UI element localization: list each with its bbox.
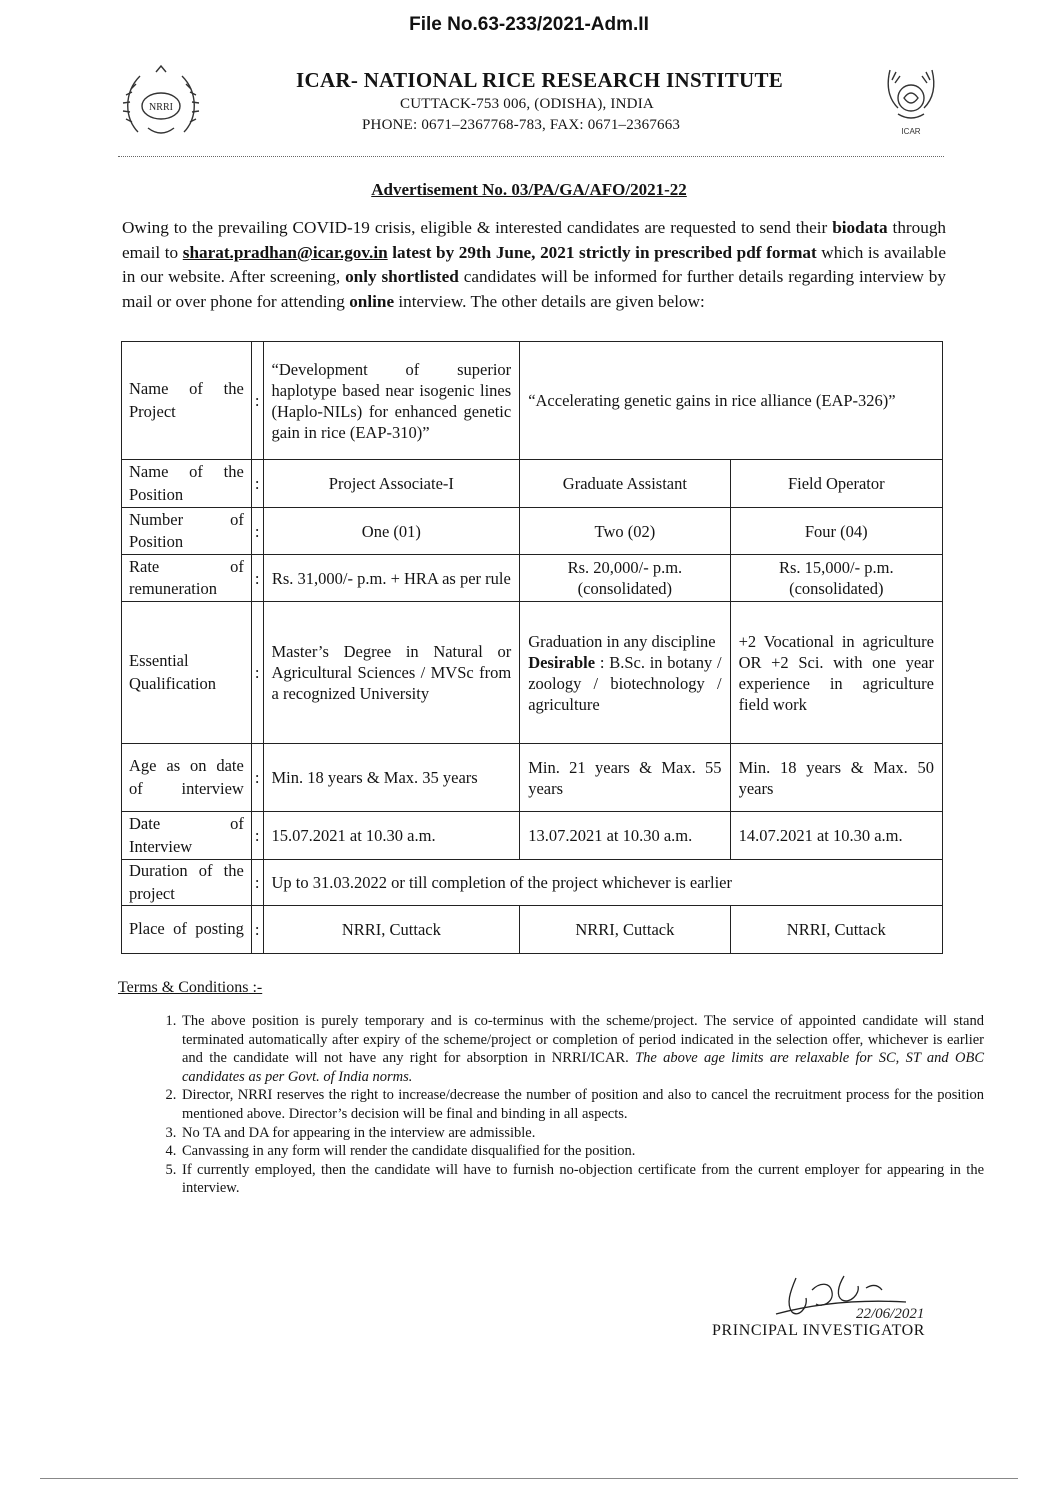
footer-rule [40, 1478, 1018, 1479]
project-1-name: “Development of superior haplotype based near isogenic lines (Haplo-NILs) for enhanced genetic gain in rice (EAP-310)” [263, 342, 520, 460]
table-row-interview-date: Date of Interview : 15.07.2021 at 10.30 a.m. 13.07.2021 at 10.30 a.m. 14.07.2021 at 10.30 a.m. [122, 812, 943, 860]
institute-contact: PHONE: 0671–2367768-783, FAX: 0671–2367663 [362, 117, 681, 133]
table-row-remuneration: Rate of remuneration : Rs. 31,000/- p.m. + HRA as per rule Rs. 20,000/- p.m. (consolidated) Rs. 15,000/- p.m. (consolidated) [122, 555, 943, 602]
nrri-logo [118, 62, 204, 146]
svg-text:NRRI: NRRI [149, 102, 173, 113]
qualification-graduate-assistant: Graduation in any discipline Desirable : B.Sc. in botany / zoology / biotechnology / agriculture [520, 602, 730, 744]
contact-email-link[interactable]: sharat.pradhan@icar.gov.in [182, 242, 388, 262]
table-row-age: Age as on date of interview : Min. 18 years & Max. 35 years Min. 21 years & Max. 55 years Min. 18 years & Max. 50 years [122, 744, 943, 812]
table-row-duration: Duration of the project : Up to 31.03.2022 or till completion of the project whichever is earlier [122, 860, 943, 906]
institute-name: ICAR- NATIONAL RICE RESEARCH INSTITUTE [296, 68, 784, 92]
header-divider [118, 156, 944, 157]
table-row-project: Name of the Project : “Development of superior haplotype based near isogenic lines (Haplo-NILs) for enhanced genetic gain in rice (EAP-310)” “Accelerating genetic gains in rice alliance (EAP-326)” [122, 342, 943, 460]
list-item: 3. No TA and DA for appearing in the interview are admissible. [180, 1124, 984, 1143]
project-2-name: “Accelerating genetic gains in rice alliance (EAP-326)” [520, 342, 943, 460]
row-label: Name of the Project [122, 342, 252, 460]
table-row-qualification: Essential Qualification : Master’s Degree in Natural or Agricultural Sciences / MVSc from a recognized University Graduation in any discipline Desirable : B.Sc. in botany / zoology / biotechnology / agriculture +2 Vocational in agriculture OR +2 Sci. with one year experience in agriculture field work [122, 602, 943, 744]
list-item: 4. Canvassing in any form will render the candidate disqualified for the position. [180, 1142, 984, 1161]
terms-list [140, 1012, 984, 1198]
list-item: 5. If currently employed, then the candidate will have to furnish no-objection certificate from the current employer for appearing in the interview. [180, 1161, 984, 1198]
signatory-title: PRINCIPAL INVESTIGATOR [712, 1322, 926, 1339]
institute-address: CUTTACK-753 006, (ODISHA), INDIA [400, 96, 654, 112]
svg-text:ICAR: ICAR [901, 127, 921, 136]
terms-heading: Terms & Conditions :- [118, 979, 263, 996]
table-row-posting: Place of posting : NRRI, Cuttack NRRI, Cuttack NRRI, Cuttack [122, 906, 943, 954]
file-number: File No.63-233/2021-Adm.II [409, 14, 649, 35]
position-details-table [121, 341, 943, 954]
svg-text:22/06/2021: 22/06/2021 [856, 1306, 925, 1322]
advertisement-number: Advertisement No. 03/PA/GA/AFO/2021-22 [371, 180, 687, 199]
list-item: 2. Director, NRRI reserves the right to increase/decrease the number of position and also to cancel the recruitment process for the position mentioned above. Director’s decision will be final and binding in all aspects. [180, 1086, 984, 1123]
table-row-position: Name of the Position : Project Associate-I Graduate Assistant Field Operator [122, 460, 943, 508]
icar-logo [880, 64, 942, 140]
list-item: 1. The above position is purely temporary and is co-terminus with the scheme/project. The service of appointed candidate will stand terminated automatically after expiry of the scheme/project or completion of period indicated in the selection offer, whichever is earlier and the candidate will not have any right for absorption in NRRI/ICAR. The above age limits are relaxable for SC, ST and OBC candidates as per Govt. of India norms. [180, 1012, 984, 1086]
intro-paragraph: Owing to the prevailing COVID-19 crisis, eligible & interested candidates are requested to send their biodata through email to sharat.pradhan@icar.gov.in latest by 29th June, 2021 strictly in prescribed pdf format which is available in our website. After screening, only shortlisted candidates will be informed for further details regarding interview by mail or over phone for attending online interview. The other details are given below: [122, 218, 947, 311]
handwritten-signature [756, 1268, 952, 1326]
table-row-number: Number of Position : One (01) Two (02) Four (04) [122, 508, 943, 555]
